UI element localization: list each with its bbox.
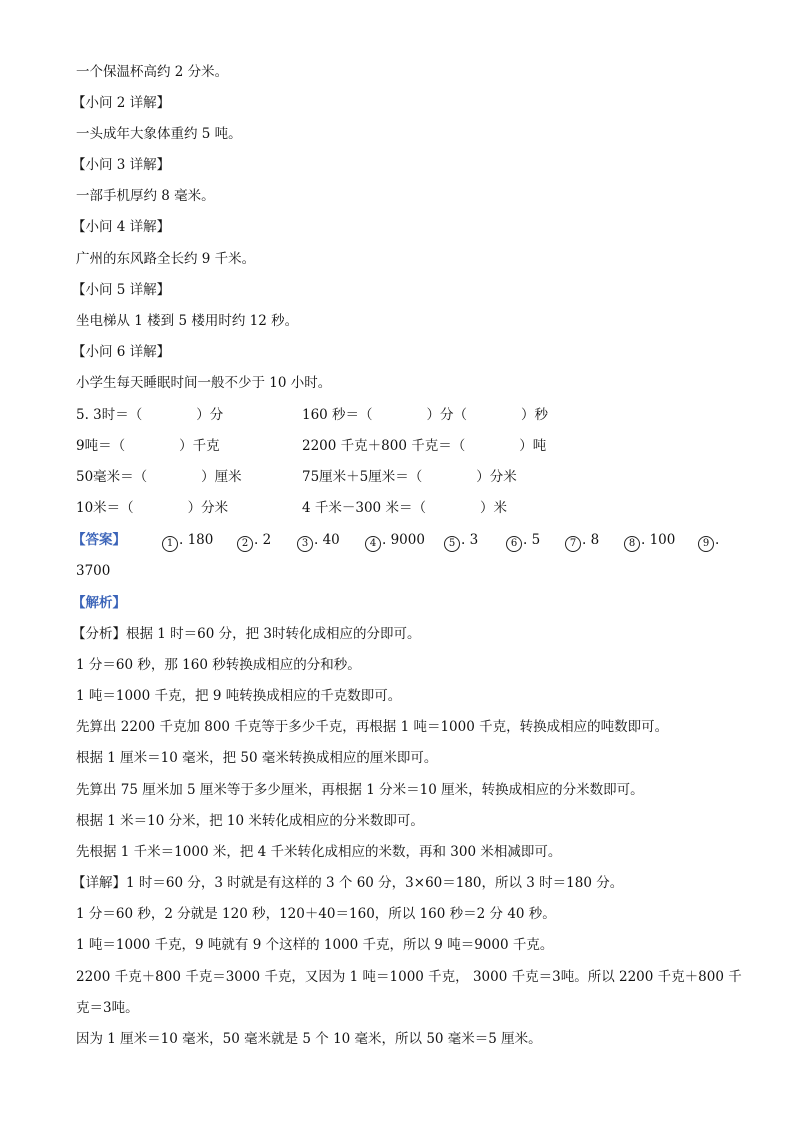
text-line: 广州的东风路全长约 9 千米。 <box>76 251 256 267</box>
answer-value: . 5 <box>523 532 541 548</box>
answer-value: . 2 <box>254 532 272 548</box>
text-line <box>72 624 421 644</box>
section-heading: 【小问 5 详解】 <box>72 282 171 298</box>
answer-item <box>698 530 719 552</box>
text-line: 一头成年大象体重约 5 吨。 <box>76 126 242 142</box>
question-cell: 4 千米－300 米＝（ ）米 <box>302 500 507 516</box>
detail-text: 1 时＝60 分，3 时就是有这样的 3 个 60 分，3×60＝180，所以 3 时＝180 分。 <box>126 875 624 891</box>
text-line: 坐电梯从 1 楼到 5 楼用时约 12 秒。 <box>76 313 299 329</box>
answer-item <box>237 530 271 552</box>
question-cell: 50毫米＝（ ）厘米 <box>76 469 242 485</box>
answer-value: . 100 <box>641 532 676 548</box>
answer-value: . <box>715 532 720 548</box>
answer-value: . 40 <box>314 532 340 548</box>
answer-item <box>565 530 599 552</box>
detail-tag: 【详解】 <box>72 875 126 891</box>
section-heading: 【小问 4 详解】 <box>72 219 171 235</box>
question-cell: 9吨＝（ ）千克 <box>76 438 220 454</box>
text-line: 一部手机厚约 8 毫米。 <box>76 188 215 204</box>
circled-number: 2 <box>237 536 253 552</box>
text-line: 根据 1 厘米＝10 毫米，把 50 毫米转换成相应的厘米即可。 <box>76 750 438 766</box>
answer-label: 【答案】 <box>72 532 126 548</box>
analysis-tag: 【分析】 <box>72 626 126 642</box>
text-line: 先算出 75 厘米加 5 厘米等于多少厘米，再根据 1 分米＝10 厘米，转换成相应的分米数即可。 <box>76 782 644 798</box>
question-cell: 160 秒＝（ ）分（ ）秒 <box>302 407 549 423</box>
text-line: 先根据 1 千米＝1000 米，把 4 千米转化成相应的米数，再和 300 米相减即可。 <box>76 844 562 860</box>
answer-item <box>444 530 478 552</box>
question-cell: 10米＝（ ）分米 <box>76 500 229 516</box>
section-heading: 【小问 3 详解】 <box>72 157 171 173</box>
circled-number: 1 <box>162 536 178 552</box>
section-heading: 【小问 6 详解】 <box>72 344 171 360</box>
answer-item <box>506 530 540 552</box>
answer-item <box>365 530 425 552</box>
answer-item <box>162 530 213 552</box>
question-cell: 75厘米＋5厘米＝（ ）分米 <box>302 469 517 485</box>
circled-number: 3 <box>297 536 313 552</box>
circled-number: 4 <box>365 536 381 552</box>
section-heading: 【小问 2 详解】 <box>72 95 171 111</box>
text-line: 因为 1 厘米＝10 毫米，50 毫米就是 5 个 10 毫米，所以 50 毫米＝5 厘米。 <box>76 1031 542 1047</box>
question-cell: 2200 千克＋800 千克＝（ ）吨 <box>302 438 547 454</box>
text-line: 根据 1 米＝10 分米，把 10 米转化成相应的分米数即可。 <box>76 813 424 829</box>
answer-item <box>297 530 340 552</box>
answer-item <box>624 530 675 552</box>
text-line: 小学生每天睡眠时间一般不少于 10 小时。 <box>76 375 332 391</box>
answer-value: . 9000 <box>382 532 425 548</box>
text-line: 先算出 2200 千克加 800 千克等于多少千克，再根据 1 吨＝1000 千克，转换成相应的吨数即可。 <box>76 719 669 735</box>
answer-value: . 180 <box>179 532 214 548</box>
circled-number: 8 <box>624 536 640 552</box>
text-line: 2200 千克＋800 千克＝3000 千克，又因为 1 吨＝1000 千克， 3000 千克＝3吨。所以 2200 千克＋800 千 <box>76 969 742 985</box>
analysis-label: 【解析】 <box>72 595 126 611</box>
text-line: 克＝3吨。 <box>76 1000 139 1016</box>
text-line: 1 吨＝1000 千克，把 9 吨转换成相应的千克数即可。 <box>76 688 402 704</box>
text-line: 1 分＝60 秒，2 分就是 120 秒，120＋40＝160，所以 160 秒＝2 分 40 秒。 <box>76 906 556 922</box>
text-line: 一个保温杯高约 2 分米。 <box>76 64 229 80</box>
text-line <box>72 873 623 893</box>
circled-number: 9 <box>698 536 714 552</box>
analysis-text: 根据 1 时＝60 分，把 3时转化成相应的分即可。 <box>126 626 421 642</box>
question-cell: 5. 3时＝（ ）分 <box>76 407 224 423</box>
answer-value: . 8 <box>582 532 600 548</box>
text-line: 1 分＝60 秒，那 160 秒转换成相应的分和秒。 <box>76 657 361 673</box>
answer-value: . 3 <box>461 532 479 548</box>
text-line: 1 吨＝1000 千克，9 吨就有 9 个这样的 1000 千克，所以 9 吨＝9000 千克。 <box>76 937 554 953</box>
answer-continuation: 3700 <box>76 563 111 579</box>
circled-number: 5 <box>444 536 460 552</box>
circled-number: 7 <box>565 536 581 552</box>
circled-number: 6 <box>506 536 522 552</box>
